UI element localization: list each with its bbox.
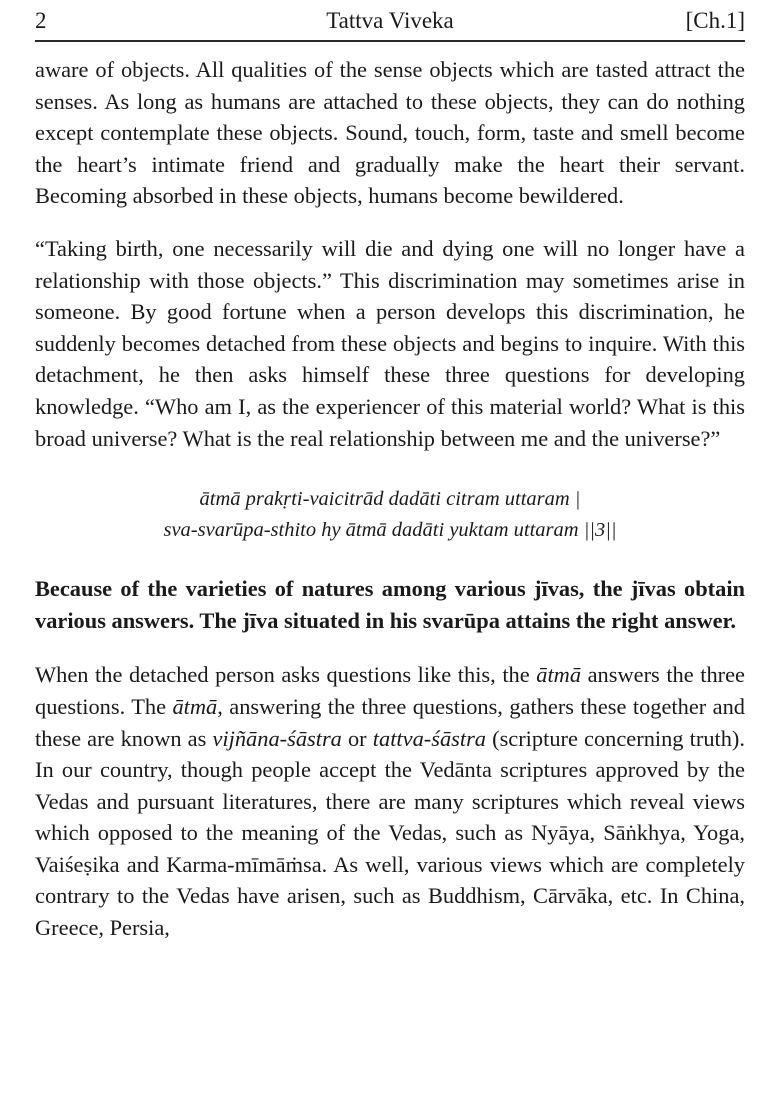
paragraph-1: aware of objects. All qualities of the sense objects which are tasted attract the senses. As long as humans are attached to these objects, they can do nothing except contemplate these objects. Sound, touch, form, taste and smell become the heart’s intimate friend and gradually make the heart their servant. Becoming absorbed in these objects, humans become bewildered. xyxy=(35,57,745,209)
page-number: 2 xyxy=(35,8,47,33)
sanskrit-verse xyxy=(35,484,745,546)
term-atma: ātmā xyxy=(172,693,218,719)
verse-line-2: sva-svarūpa-sthito hy ātmā dadāti yuktam uttaram ||3|| xyxy=(163,519,617,542)
paragraph-2: “Taking birth, one necessarily will die and dying one will no longer have a relationship with those objects.” This discrimination may sometimes arise in someone. By good fortune when a person develops this discrimination, he suddenly becomes detached from these objects and begins to inquire. With this detachment, he then asks himself these three questions for developing knowledge. “Who am I, as the experiencer of this material world? What is this broad universe? What is the real relationship between me and the universe?” xyxy=(35,235,745,451)
term-tattva-sastra: tattva-śāstra xyxy=(372,725,486,751)
text-run: or xyxy=(341,725,373,751)
text-run: , answering the three questions, gathers these together and these are known as xyxy=(35,693,745,751)
term-vijnana-sastra: vijñāna-śāstra xyxy=(212,725,342,751)
text-run: answers the three questions. The xyxy=(35,662,745,719)
book-page xyxy=(35,0,745,944)
verse-translation: Because of the varieties of natures among various jīvas, the jīvas obtain various answers. The jīva situated in his svarūpa attains the right answer. xyxy=(35,576,745,633)
book-title: Tattva Viveka xyxy=(326,8,454,33)
running-header xyxy=(35,0,745,40)
paragraph-3 xyxy=(35,659,745,943)
text-run: When the detached person asks questions like this, the xyxy=(35,662,537,688)
chapter-label: [Ch.1] xyxy=(685,8,745,33)
verse-line-1: ātmā prakṛti-vaicitrād dadāti citram uttaram | xyxy=(199,488,581,511)
term-atma: ātmā xyxy=(536,662,582,688)
text-run: (scripture concerning truth). In our country, though people accept the Vedānta scriptures approved by the Vedas and pursuant literatures, there are many scriptures which reveal views which opposed to the meaning of the Vedas, such as Nyāya, Sāṅkhya, Yoga, Vaiśeṣika and Karma-mīmāṁsa. As well, various views which are completely contrary to the Vedas have arisen, such as Buddhism, Cārvāka, etc. In China, Greece, Persia, xyxy=(35,725,745,941)
